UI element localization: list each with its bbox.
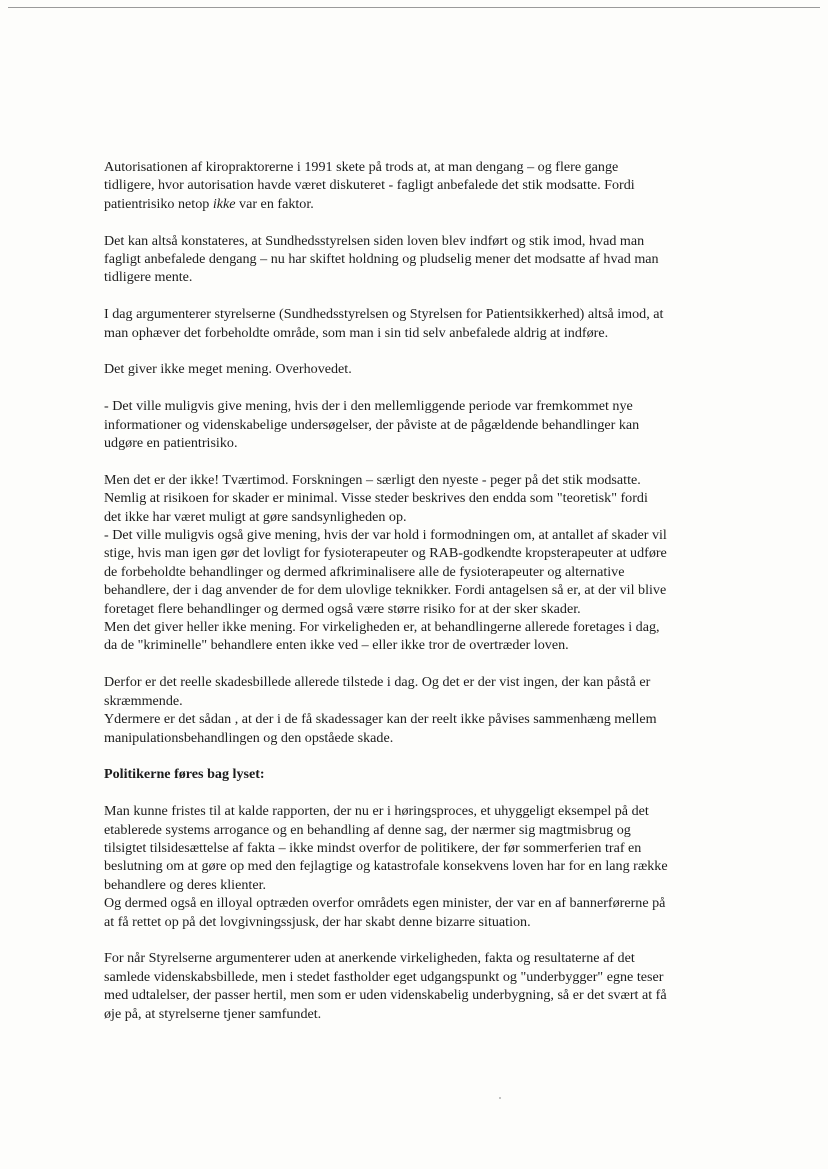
document-body [104, 158, 726, 1041]
text-line: de forbeholdte behandlinger og dermed afkriminalisere alle de fysioterapeuter og alternative [104, 563, 625, 580]
section-heading: Politikerne føres bag lyset: [104, 766, 265, 783]
text-run: var en faktor. [235, 195, 314, 212]
text-run: patientrisiko netop [104, 195, 213, 212]
text-line: med udtalelser, der passer hertil, men som er uden videnskabelig underbygning, så er det svært at få [104, 987, 667, 1004]
paragraph-6 [104, 471, 726, 655]
paragraph-1 [104, 158, 726, 213]
text-line: foretaget flere behandlinger og dermed også være større risiko for at der sker skader. [104, 600, 581, 617]
scan-speck [499, 1097, 501, 1099]
text-line: Men det giver heller ikke mening. For virkeligheden er, at behandlingerne allerede foretages i dag, [104, 619, 660, 636]
text-line: Og dermed også en illoyal optræden overfor områdets egen minister, der var en af bannerførerne på [104, 895, 666, 912]
text-line: informationer og videnskabelige undersøgelser, der påviste at de pågældende behandlinger kan [104, 416, 640, 433]
text-line: Derfor er det reelle skadesbillede allerede tilstede i dag. Og det er der vist ingen, der kan påstå er [104, 674, 651, 691]
text-line: det ikke har været muligt at gøre sandsynligheden op. [104, 508, 407, 525]
text-line: behandlere, der i dag anvender de for dem ulovlige teknikker. Fordi antagelsen så er, at der vil blive [104, 582, 667, 599]
paragraph-7 [104, 673, 726, 747]
text-line: behandlere og deres klienter. [104, 876, 267, 893]
text-line: samlede videnskabsbillede, men i stedet fastholder eget udgangspunkt og "underbygger" egne teser [104, 968, 664, 985]
text-line: tilsigtet tilsidesættelse af fakta – ikke mindst overfor de politikere, der før sommerferien traf en [104, 839, 642, 856]
paragraph-4 [104, 360, 726, 378]
text-line: For når Styrelserne argumenterer uden at anerkende virkeligheden, fakta og resultaterne af det [104, 950, 635, 967]
text-line: tidligere mente. [104, 269, 193, 286]
text-line: Det giver ikke meget mening. Overhovedet. [104, 361, 352, 378]
text-line: stige, hvis man igen gør det lovligt for fysioterapeuter og RAB-godkendte kropsterapeuter at udføre [104, 545, 667, 562]
text-line: man ophæver det forbeholdte område, som man i sin tid selv anbefalede aldrig at indføre. [104, 324, 609, 341]
text-line: skræmmende. [104, 692, 183, 709]
text-line: fagligt anbefalede dengang – nu har skiftet holdning og pludselig mener det modsatte af hvad man [104, 251, 659, 268]
text-line: at få rettet op på det lovgivningssjusk, der har skabt denne bizarre situation. [104, 913, 531, 930]
paragraph-8 [104, 802, 726, 931]
text-line: beslutning om at gøre op med den fejlagtige og katastrofale konsekvens loven har for en lang række [104, 858, 668, 875]
text-line: da de "kriminelle" behandlere enten ikke ved – eller ikke tror de overtræder loven. [104, 637, 569, 654]
text-line: Men det er der ikke! Tværtimod. Forskningen – særligt den nyeste - peger på det stik modsatte. [104, 471, 641, 488]
top-border-line [8, 7, 820, 8]
text-line: Det kan altså konstateres, at Sundhedsstyrelsen siden loven blev indført og stik imod, hvad man [104, 232, 645, 249]
paragraph-5 [104, 397, 726, 452]
paragraph-3 [104, 305, 726, 342]
text-line: - Det ville muligvis også give mening, hvis der var hold i formodningen om, at antallet af skader vil [104, 527, 667, 544]
text-line: etablerede systems arrogance og en behandling af denne sag, der nærmer sig magtmisbrug og [104, 821, 631, 838]
emphasis-ikke: ikke [212, 195, 236, 212]
text-line: øje på, at styrelserne tjener samfundet. [104, 1005, 322, 1022]
text-line [104, 195, 726, 213]
text-line: Ydermere er det sådan , at der i de få skadessager kan der reelt ikke påvises sammenhæng mellem [104, 711, 657, 728]
text-line: udgøre en patientrisiko. [104, 435, 238, 452]
text-line: manipulationsbehandlingen og den opståede skade. [104, 729, 394, 746]
text-line: Nemlig at risikoen for skader er minimal. Visse steder beskrives den endda som "teoretisk" fordi [104, 490, 648, 507]
text-line: I dag argumenterer styrelserne (Sundhedsstyrelsen og Styrelsen for Patientsikkerhed) altså imod, at [104, 306, 664, 323]
paragraph-2 [104, 232, 726, 287]
text-line: - Det ville muligvis give mening, hvis der i den mellemliggende periode var fremkommet nye [104, 398, 633, 415]
text-line: tidligere, hvor autorisation havde været diskuteret - fagligt anbefalede det stik modsatte. Fordi [104, 177, 635, 194]
text-line: Autorisationen af kiropraktorerne i 1991 skete på trods at, at man dengang – og flere gange [104, 159, 619, 175]
paragraph-9 [104, 949, 726, 1023]
text-line: Man kunne fristes til at kalde rapporten, der nu er i høringsproces, et uhyggeligt eksempel på det [104, 803, 649, 820]
